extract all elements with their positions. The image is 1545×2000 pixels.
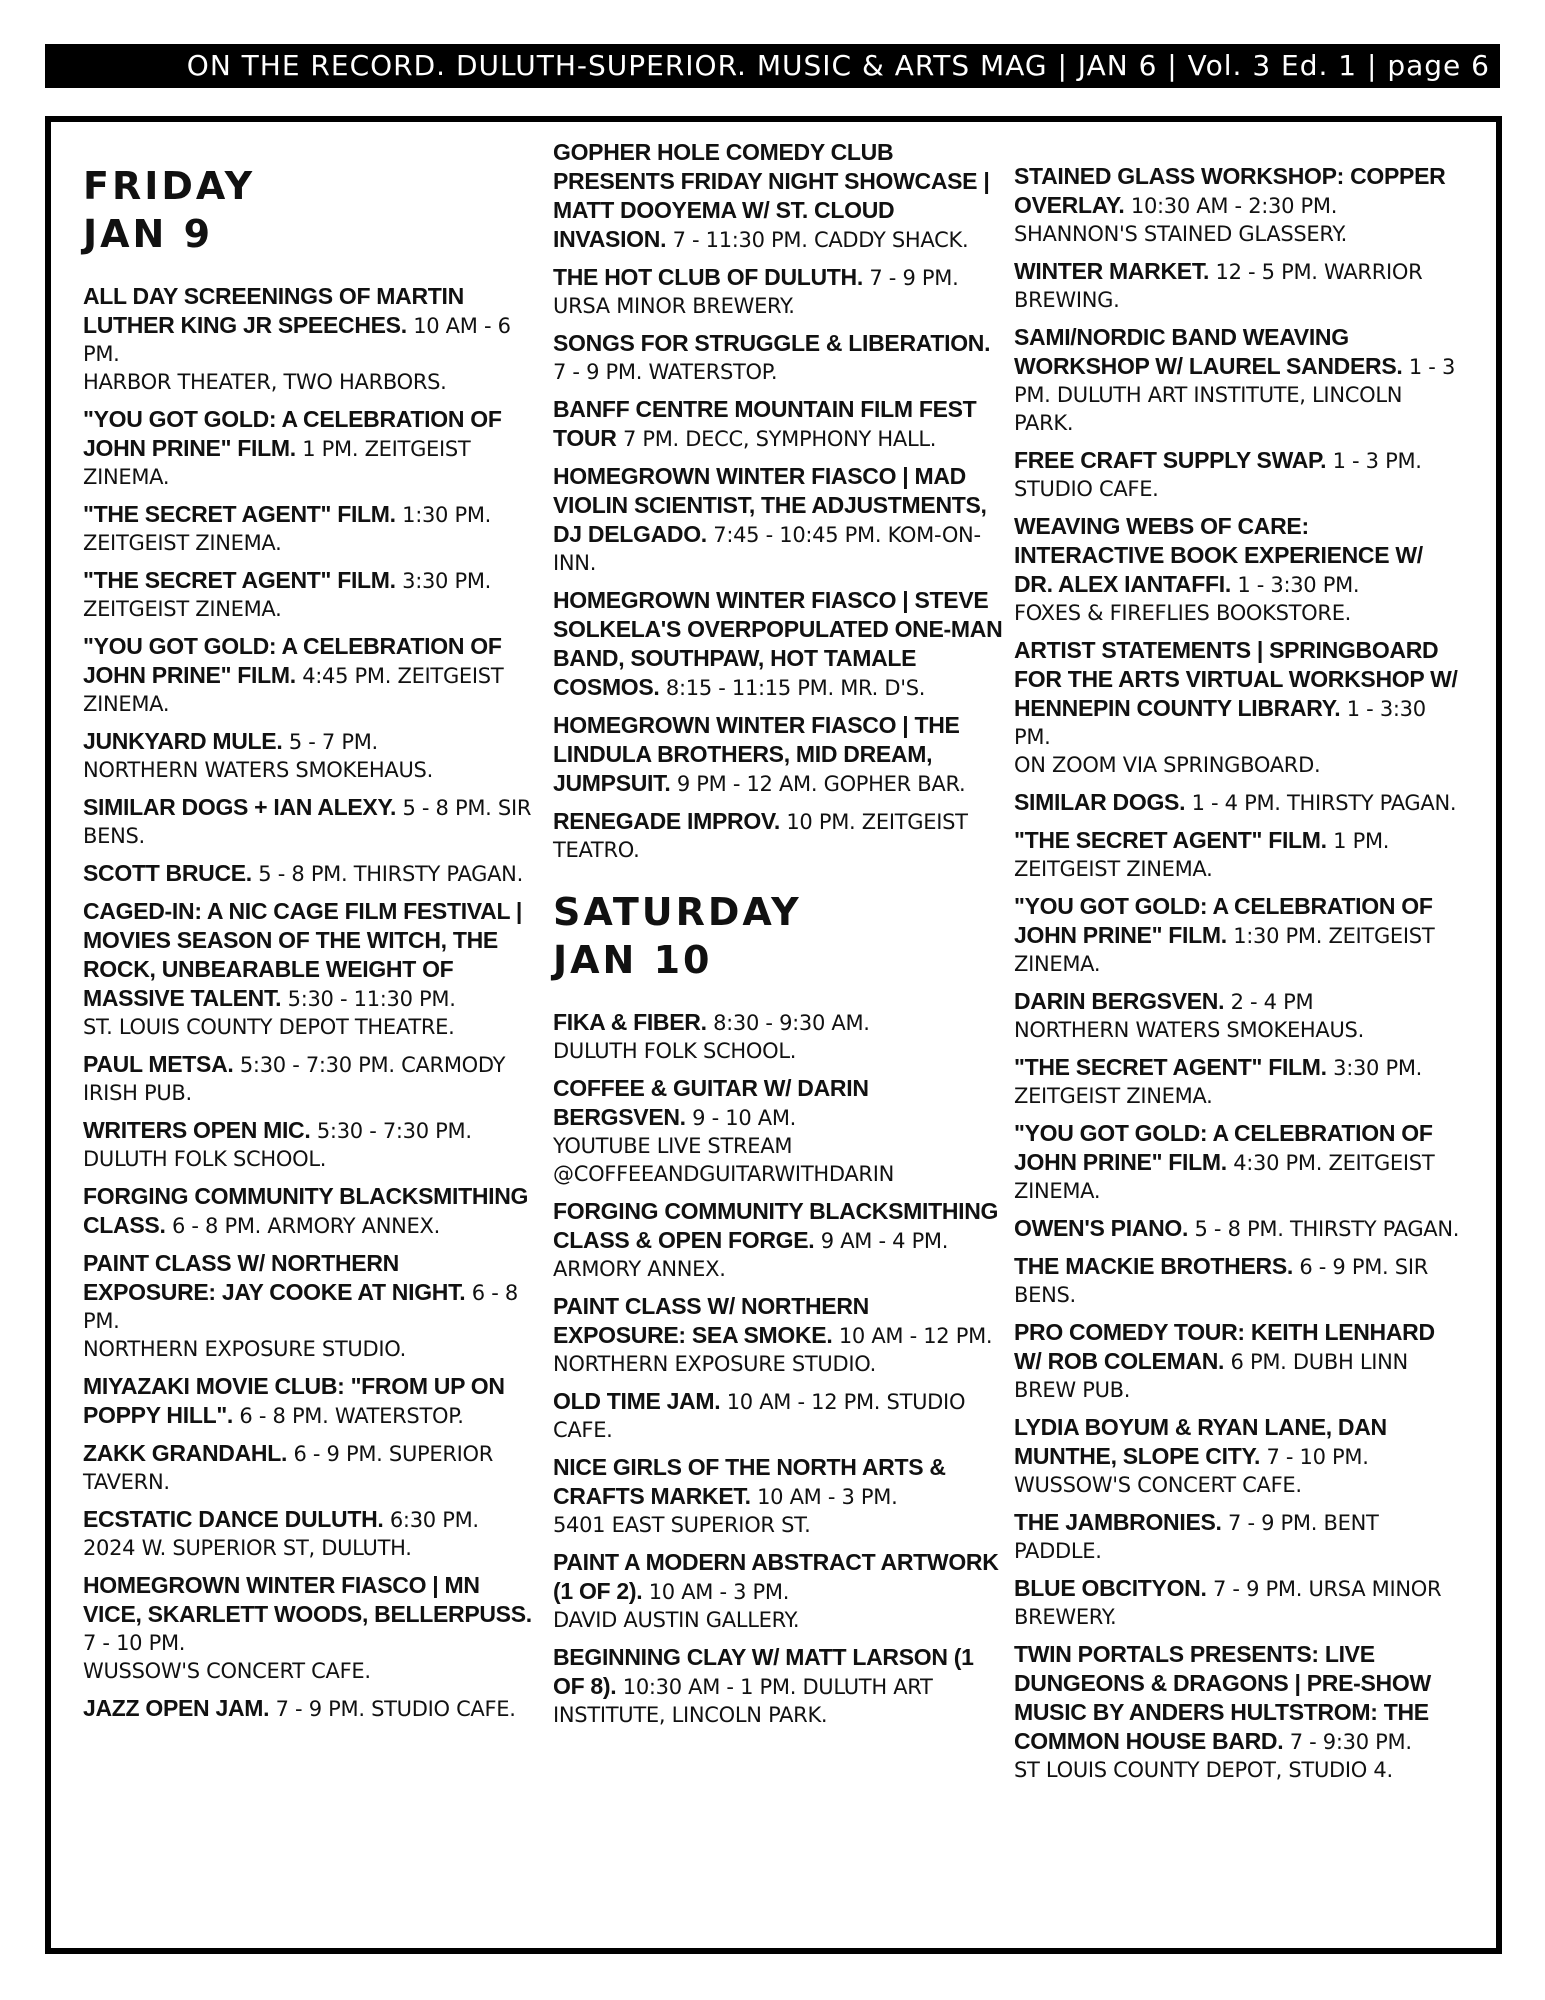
event-listing — [1014, 636, 1464, 779]
day-date: JAN 10 — [553, 938, 713, 982]
event-title: SONGS FOR STRUGGLE & LIBERATION. — [553, 330, 991, 356]
event-time: 10 AM - 3 PM. — [757, 1485, 898, 1509]
event-time: 10 PM. ZEITGEIST TEATRO. — [553, 810, 968, 862]
event-listing — [1014, 446, 1464, 503]
event-time: 8:15 - 11:15 PM. MR. D'S. — [665, 676, 926, 700]
event-time: 7 - 9 PM. URSA MINOR BREWERY. — [553, 266, 959, 318]
event-title: ALL DAY SCREENINGS OF MARTIN LUTHER KING JR SPEECHES. — [83, 283, 464, 338]
event-listing — [1014, 162, 1464, 248]
event-venue: DAVID AUSTIN GALLERY. — [553, 1608, 800, 1632]
event-time: 7 PM. DECC, SYMPHONY HALL. — [622, 427, 937, 451]
event-venue: WUSSOW'S CONCERT CAFE. — [1014, 1473, 1302, 1497]
event-listing — [83, 1182, 533, 1240]
event-time: 10 AM - 12 PM. — [838, 1324, 993, 1348]
event-listing — [83, 897, 533, 1041]
event-title: SIMILAR DOGS + IAN ALEXY. — [83, 794, 397, 820]
event-list — [83, 282, 533, 1723]
event-title: JAZZ OPEN JAM. — [83, 1695, 270, 1721]
event-time: 9 PM - 12 AM. GOPHER BAR. — [676, 772, 966, 796]
column-1 — [83, 162, 533, 1732]
event-time: 10:30 AM - 1 PM. DULUTH ART INSTITUTE, LINCOLN PARK. — [553, 1675, 933, 1727]
event-time: 1 - 3 PM. STUDIO CAFE. — [1014, 449, 1422, 501]
event-time: 1 - 3 PM. DULUTH ART INSTITUTE, LINCOLN PARK. — [1014, 355, 1456, 435]
event-title: BLUE OBCITYON. — [1014, 1575, 1207, 1601]
event-time: 5 - 7 PM. — [288, 730, 378, 754]
event-time: 10 AM - 12 PM. STUDIO CAFE. — [553, 1390, 966, 1442]
event-title: BANFF CENTRE MOUNTAIN FILM FEST TOUR — [553, 396, 977, 451]
event-time: 7 - 11:30 PM. CADDY SHACK. — [672, 228, 969, 252]
event-title: ZAKK GRANDAHL. — [83, 1440, 288, 1466]
event-listing — [83, 793, 533, 850]
event-title: "YOU GOT GOLD: A CELEBRATION OF JOHN PRINE" FILM. — [1014, 1120, 1433, 1175]
event-listing — [1014, 892, 1464, 978]
event-title: THE JAMBRONIES. — [1014, 1509, 1222, 1535]
event-title: "YOU GOT GOLD: A CELEBRATION OF JOHN PRINE" FILM. — [83, 406, 502, 461]
event-listing — [1014, 1053, 1464, 1110]
event-time: 5 - 8 PM. THIRSTY PAGAN. — [258, 862, 523, 886]
event-title: "THE SECRET AGENT" FILM. — [1014, 1054, 1327, 1080]
event-listing — [553, 1453, 1003, 1539]
event-listing — [83, 405, 533, 491]
event-title: LYDIA BOYUM & RYAN LANE, DAN MUNTHE, SLOPE CITY. — [1014, 1414, 1387, 1469]
event-title: ARTIST STATEMENTS | SPRINGBOARD FOR THE ARTS VIRTUAL WORKSHOP W/ HENNEPIN COUNTY LIBRARY. — [1014, 637, 1458, 721]
event-venue: HARBOR THEATER, TWO HARBORS. — [83, 370, 447, 394]
event-time: 8:30 - 9:30 AM. — [713, 1011, 870, 1035]
event-title: SAMI/NORDIC BAND WEAVING WORKSHOP W/ LAUREL SANDERS. — [1014, 324, 1403, 379]
event-listing — [1014, 1214, 1464, 1243]
event-title: PRO COMEDY TOUR: KEITH LENHARD W/ ROB COLEMAN. — [1014, 1319, 1435, 1374]
event-time: 3:30 PM. ZEITGEIST ZINEMA. — [83, 569, 492, 621]
event-title: OWEN'S PIANO. — [1014, 1215, 1189, 1241]
event-title: PAUL METSA. — [83, 1051, 234, 1077]
event-listing — [553, 586, 1003, 702]
event-time: 1 - 3:30 PM. — [1014, 697, 1426, 749]
event-listing — [1014, 1318, 1464, 1404]
event-venue: WUSSOW'S CONCERT CAFE. — [83, 1659, 371, 1683]
event-time: 1:30 PM. ZEITGEIST ZINEMA. — [83, 503, 492, 555]
event-listing — [553, 1643, 1003, 1729]
event-title: WINTER MARKET. — [1014, 258, 1210, 284]
event-listing — [553, 807, 1003, 864]
event-listing — [83, 727, 533, 784]
event-listing — [1014, 1574, 1464, 1631]
event-venue: ON ZOOM VIA SPRINGBOARD. — [1014, 753, 1321, 777]
listings-frame — [45, 116, 1502, 1954]
event-listing — [1014, 1119, 1464, 1205]
event-listing — [553, 1008, 1003, 1065]
event-venue: NORTHERN EXPOSURE STUDIO. — [553, 1352, 876, 1376]
event-title: DARIN BERGSVEN. — [1014, 988, 1225, 1014]
day-name: FRIDAY — [83, 164, 256, 208]
event-listing — [83, 1439, 533, 1496]
event-title: "YOU GOT GOLD: A CELEBRATION OF JOHN PRINE" FILM. — [83, 633, 502, 688]
event-time: 7 - 10 PM. — [1266, 1445, 1369, 1469]
event-time: 5:30 - 7:30 PM. — [316, 1119, 472, 1143]
event-venue: NORTHERN WATERS SMOKEHAUS. — [83, 758, 433, 782]
day-date: JAN 9 — [83, 212, 214, 256]
event-time: 4:30 PM. ZEITGEIST ZINEMA. — [1014, 1151, 1435, 1203]
event-time: 5:30 - 7:30 PM. CARMODY IRISH PUB. — [83, 1053, 506, 1105]
event-listing — [83, 1372, 533, 1430]
event-venue: YOUTUBE LIVE STREAM @COFFEEANDGUITARWITHDARIN — [553, 1134, 895, 1186]
event-time: 1 - 3:30 PM. — [1237, 573, 1360, 597]
event-title: SCOTT BRUCE. — [83, 860, 252, 886]
event-time: 5:30 - 11:30 PM. — [287, 987, 456, 1011]
event-listing — [83, 1249, 533, 1363]
event-title: "THE SECRET AGENT" FILM. — [83, 567, 396, 593]
event-listing — [553, 711, 1003, 798]
day-name: SATURDAY — [553, 890, 802, 934]
event-time: 2 - 4 PM — [1230, 990, 1314, 1014]
event-time: 10:30 AM - 2:30 PM. — [1130, 194, 1338, 218]
event-title: "THE SECRET AGENT" FILM. — [83, 501, 396, 527]
page-header-text: ON THE RECORD. DULUTH-SUPERIOR. MUSIC & ARTS MAG | JAN 6 | Vol. 3 Ed. 1 | page 6 — [186, 49, 1490, 82]
event-time: 1:30 PM. ZEITGEIST ZINEMA. — [1014, 924, 1435, 976]
event-title: RENEGADE IMPROV. — [553, 808, 780, 834]
event-time: 10 AM - 6 PM. — [83, 314, 511, 366]
column-3 — [1014, 162, 1464, 1793]
event-time: 7 - 9:30 PM. — [1289, 1730, 1412, 1754]
event-venue: NORTHERN EXPOSURE STUDIO. — [83, 1337, 406, 1361]
day-heading-saturday — [553, 888, 1003, 984]
event-listing — [1014, 512, 1464, 627]
event-listing — [83, 500, 533, 557]
day-heading-friday — [83, 162, 533, 258]
event-listing — [1014, 1252, 1464, 1309]
event-venue: DULUTH FOLK SCHOOL. — [553, 1039, 797, 1063]
event-title: TWIN PORTALS PRESENTS: LIVE DUNGEONS & DRAGONS | PRE-SHOW MUSIC BY ANDERS HULTSTROM: THE COMMON HOUSE BARD. — [1014, 1641, 1431, 1754]
event-venue: 5401 EAST SUPERIOR ST. — [553, 1513, 811, 1537]
event-listing — [553, 1387, 1003, 1444]
event-listing — [83, 566, 533, 623]
column-2 — [553, 139, 1003, 1738]
event-venue: ST LOUIS COUNTY DEPOT, STUDIO 4. — [1014, 1758, 1393, 1782]
event-title: STAINED GLASS WORKSHOP: COPPER OVERLAY. — [1014, 163, 1446, 218]
event-time: 6:30 PM. — [389, 1508, 479, 1532]
event-listing — [1014, 788, 1464, 817]
event-title: THE MACKIE BROTHERS. — [1014, 1253, 1293, 1279]
event-title: WRITERS OPEN MIC. — [83, 1117, 311, 1143]
event-time: 1 PM. ZEITGEIST ZINEMA. — [1014, 829, 1390, 881]
event-listing — [83, 1116, 533, 1173]
event-title: HOMEGROWN WINTER FIASCO | MAD VIOLIN SCIENTIST, THE ADJUSTMENTS, DJ DELGADO. — [553, 463, 987, 547]
event-title: ECSTATIC DANCE DULUTH. — [83, 1506, 384, 1532]
event-listing — [1014, 1640, 1464, 1784]
event-listing — [553, 329, 1003, 386]
event-listing — [83, 632, 533, 718]
event-time: 7 - 9 PM. WATERSTOP. — [553, 360, 778, 384]
event-listing — [1014, 1508, 1464, 1565]
event-listing — [553, 263, 1003, 320]
event-title: HOMEGROWN WINTER FIASCO | STEVE SOLKELA'S OVERPOPULATED ONE-MAN BAND, SOUTHPAW, HOT TAMALE COSMOS. — [553, 587, 1003, 700]
event-listing — [83, 1694, 533, 1723]
event-title: "YOU GOT GOLD: A CELEBRATION OF JOHN PRINE" FILM. — [1014, 893, 1433, 948]
event-title: BEGINNING CLAY W/ MATT LARSON (1 OF 8). — [553, 1644, 974, 1699]
event-listing — [553, 395, 1003, 453]
event-listing — [1014, 257, 1464, 314]
event-venue: FOXES & FIREFLIES BOOKSTORE. — [1014, 601, 1352, 625]
event-venue: DULUTH FOLK SCHOOL. — [83, 1147, 327, 1171]
event-time: 10 AM - 3 PM. — [648, 1580, 790, 1604]
event-title: "THE SECRET AGENT" FILM. — [1014, 827, 1327, 853]
event-title: PAINT CLASS W/ NORTHERN EXPOSURE: JAY COOKE AT NIGHT. — [83, 1250, 466, 1305]
event-title: HOMEGROWN WINTER FIASCO | THE LINDULA BROTHERS, MID DREAM, JUMPSUIT. — [553, 712, 960, 796]
event-listing — [553, 1292, 1003, 1378]
event-listing — [1014, 826, 1464, 883]
event-time: 6 - 9 PM. SUPERIOR TAVERN. — [83, 1442, 494, 1494]
event-listing — [1014, 1413, 1464, 1499]
event-title: PAINT A MODERN ABSTRACT ARTWORK (1 OF 2). — [553, 1549, 999, 1604]
event-time: 6 PM. DUBH LINN BREW PUB. — [1014, 1350, 1408, 1402]
event-listing — [553, 1197, 1003, 1283]
event-venue: SHANNON'S STAINED GLASSERY. — [1014, 222, 1347, 246]
event-title: MIYAZAKI MOVIE CLUB: "FROM UP ON POPPY HILL". — [83, 1373, 505, 1428]
page-header-bar — [45, 44, 1500, 88]
event-listing — [83, 1505, 533, 1562]
event-time: 7 - 9 PM. STUDIO CAFE. — [275, 1697, 516, 1721]
event-listing — [83, 282, 533, 396]
event-listing — [1014, 987, 1464, 1044]
event-title: PAINT CLASS W/ NORTHERN EXPOSURE: SEA SMOKE. — [553, 1293, 869, 1348]
event-title: HOMEGROWN WINTER FIASCO | MN VICE, SKARLETT WOODS, BELLERPUSS. — [83, 1572, 532, 1627]
event-title: FREE CRAFT SUPPLY SWAP. — [1014, 447, 1327, 473]
event-time: 4:45 PM. ZEITGEIST ZINEMA. — [83, 664, 504, 716]
event-time: 7:45 - 10:45 PM. KOM-ON-INN. — [553, 523, 981, 575]
event-time: 3:30 PM. ZEITGEIST ZINEMA. — [1014, 1056, 1423, 1108]
event-time: 1 PM. ZEITGEIST ZINEMA. — [83, 437, 471, 489]
event-listing — [553, 1074, 1003, 1188]
event-list — [1014, 162, 1464, 1784]
event-time: 5 - 8 PM. SIR BENS. — [83, 796, 532, 848]
event-title: CAGED-IN: A NIC CAGE FILM FESTIVAL | MOVIES SEASON OF THE WITCH, THE ROCK, UNBEARABLE WEIGHT OF MASSIVE TALENT. — [83, 898, 523, 1011]
event-list — [553, 138, 1003, 864]
event-title: FORGING COMMUNITY BLACKSMITHING CLASS & OPEN FORGE. — [553, 1198, 999, 1253]
event-time: 1 - 4 PM. THIRSTY PAGAN. — [1191, 791, 1457, 815]
event-time: 7 - 9 PM. BENT PADDLE. — [1014, 1511, 1379, 1563]
event-time: 5 - 8 PM. THIRSTY PAGAN. — [1194, 1217, 1460, 1241]
event-title: FORGING COMMUNITY BLACKSMITHING CLASS. — [83, 1183, 529, 1238]
event-listing — [553, 462, 1003, 577]
event-listing — [83, 1050, 533, 1107]
event-time: 6 - 8 PM. — [83, 1281, 518, 1333]
event-venue: 2024 W. SUPERIOR ST, DULUTH. — [83, 1536, 412, 1560]
event-time: 7 - 10 PM. — [83, 1631, 186, 1655]
event-title: FIKA & FIBER. — [553, 1009, 707, 1035]
event-title: GOPHER HOLE COMEDY CLUB PRESENTS FRIDAY NIGHT SHOWCASE | MATT DOOYEMA W/ ST. CLOUD INVASION. — [553, 139, 990, 252]
event-listing — [83, 1571, 533, 1685]
event-title: COFFEE & GUITAR W/ DARIN BERGSVEN. — [553, 1075, 869, 1130]
event-time: 12 - 5 PM. WARRIOR BREWING. — [1014, 260, 1423, 312]
event-title: SIMILAR DOGS. — [1014, 789, 1186, 815]
event-title: WEAVING WEBS OF CARE: INTERACTIVE BOOK EXPERIENCE W/ DR. ALEX IANTAFFI. — [1014, 513, 1423, 597]
event-time: 6 - 8 PM. ARMORY ANNEX. — [171, 1214, 440, 1238]
event-time: 6 - 9 PM. SIR BENS. — [1014, 1255, 1429, 1307]
event-title: NICE GIRLS OF THE NORTH ARTS & CRAFTS MARKET. — [553, 1454, 946, 1509]
event-venue: NORTHERN WATERS SMOKEHAUS. — [1014, 1018, 1364, 1042]
event-time: 7 - 9 PM. URSA MINOR BREWERY. — [1014, 1577, 1442, 1629]
event-time: 9 - 10 AM. — [692, 1106, 797, 1130]
event-listing — [553, 138, 1003, 254]
event-listing — [553, 1548, 1003, 1634]
event-title: JUNKYARD MULE. — [83, 728, 283, 754]
event-title: THE HOT CLUB OF DULUTH. — [553, 264, 863, 290]
event-venue: ST. LOUIS COUNTY DEPOT THEATRE. — [83, 1015, 455, 1039]
event-list — [553, 1008, 1003, 1729]
event-listing — [83, 859, 533, 888]
event-listing — [1014, 323, 1464, 437]
event-time: 6 - 8 PM. WATERSTOP. — [239, 1404, 464, 1428]
event-time: 9 AM - 4 PM. ARMORY ANNEX. — [553, 1229, 949, 1281]
event-title: OLD TIME JAM. — [553, 1388, 721, 1414]
